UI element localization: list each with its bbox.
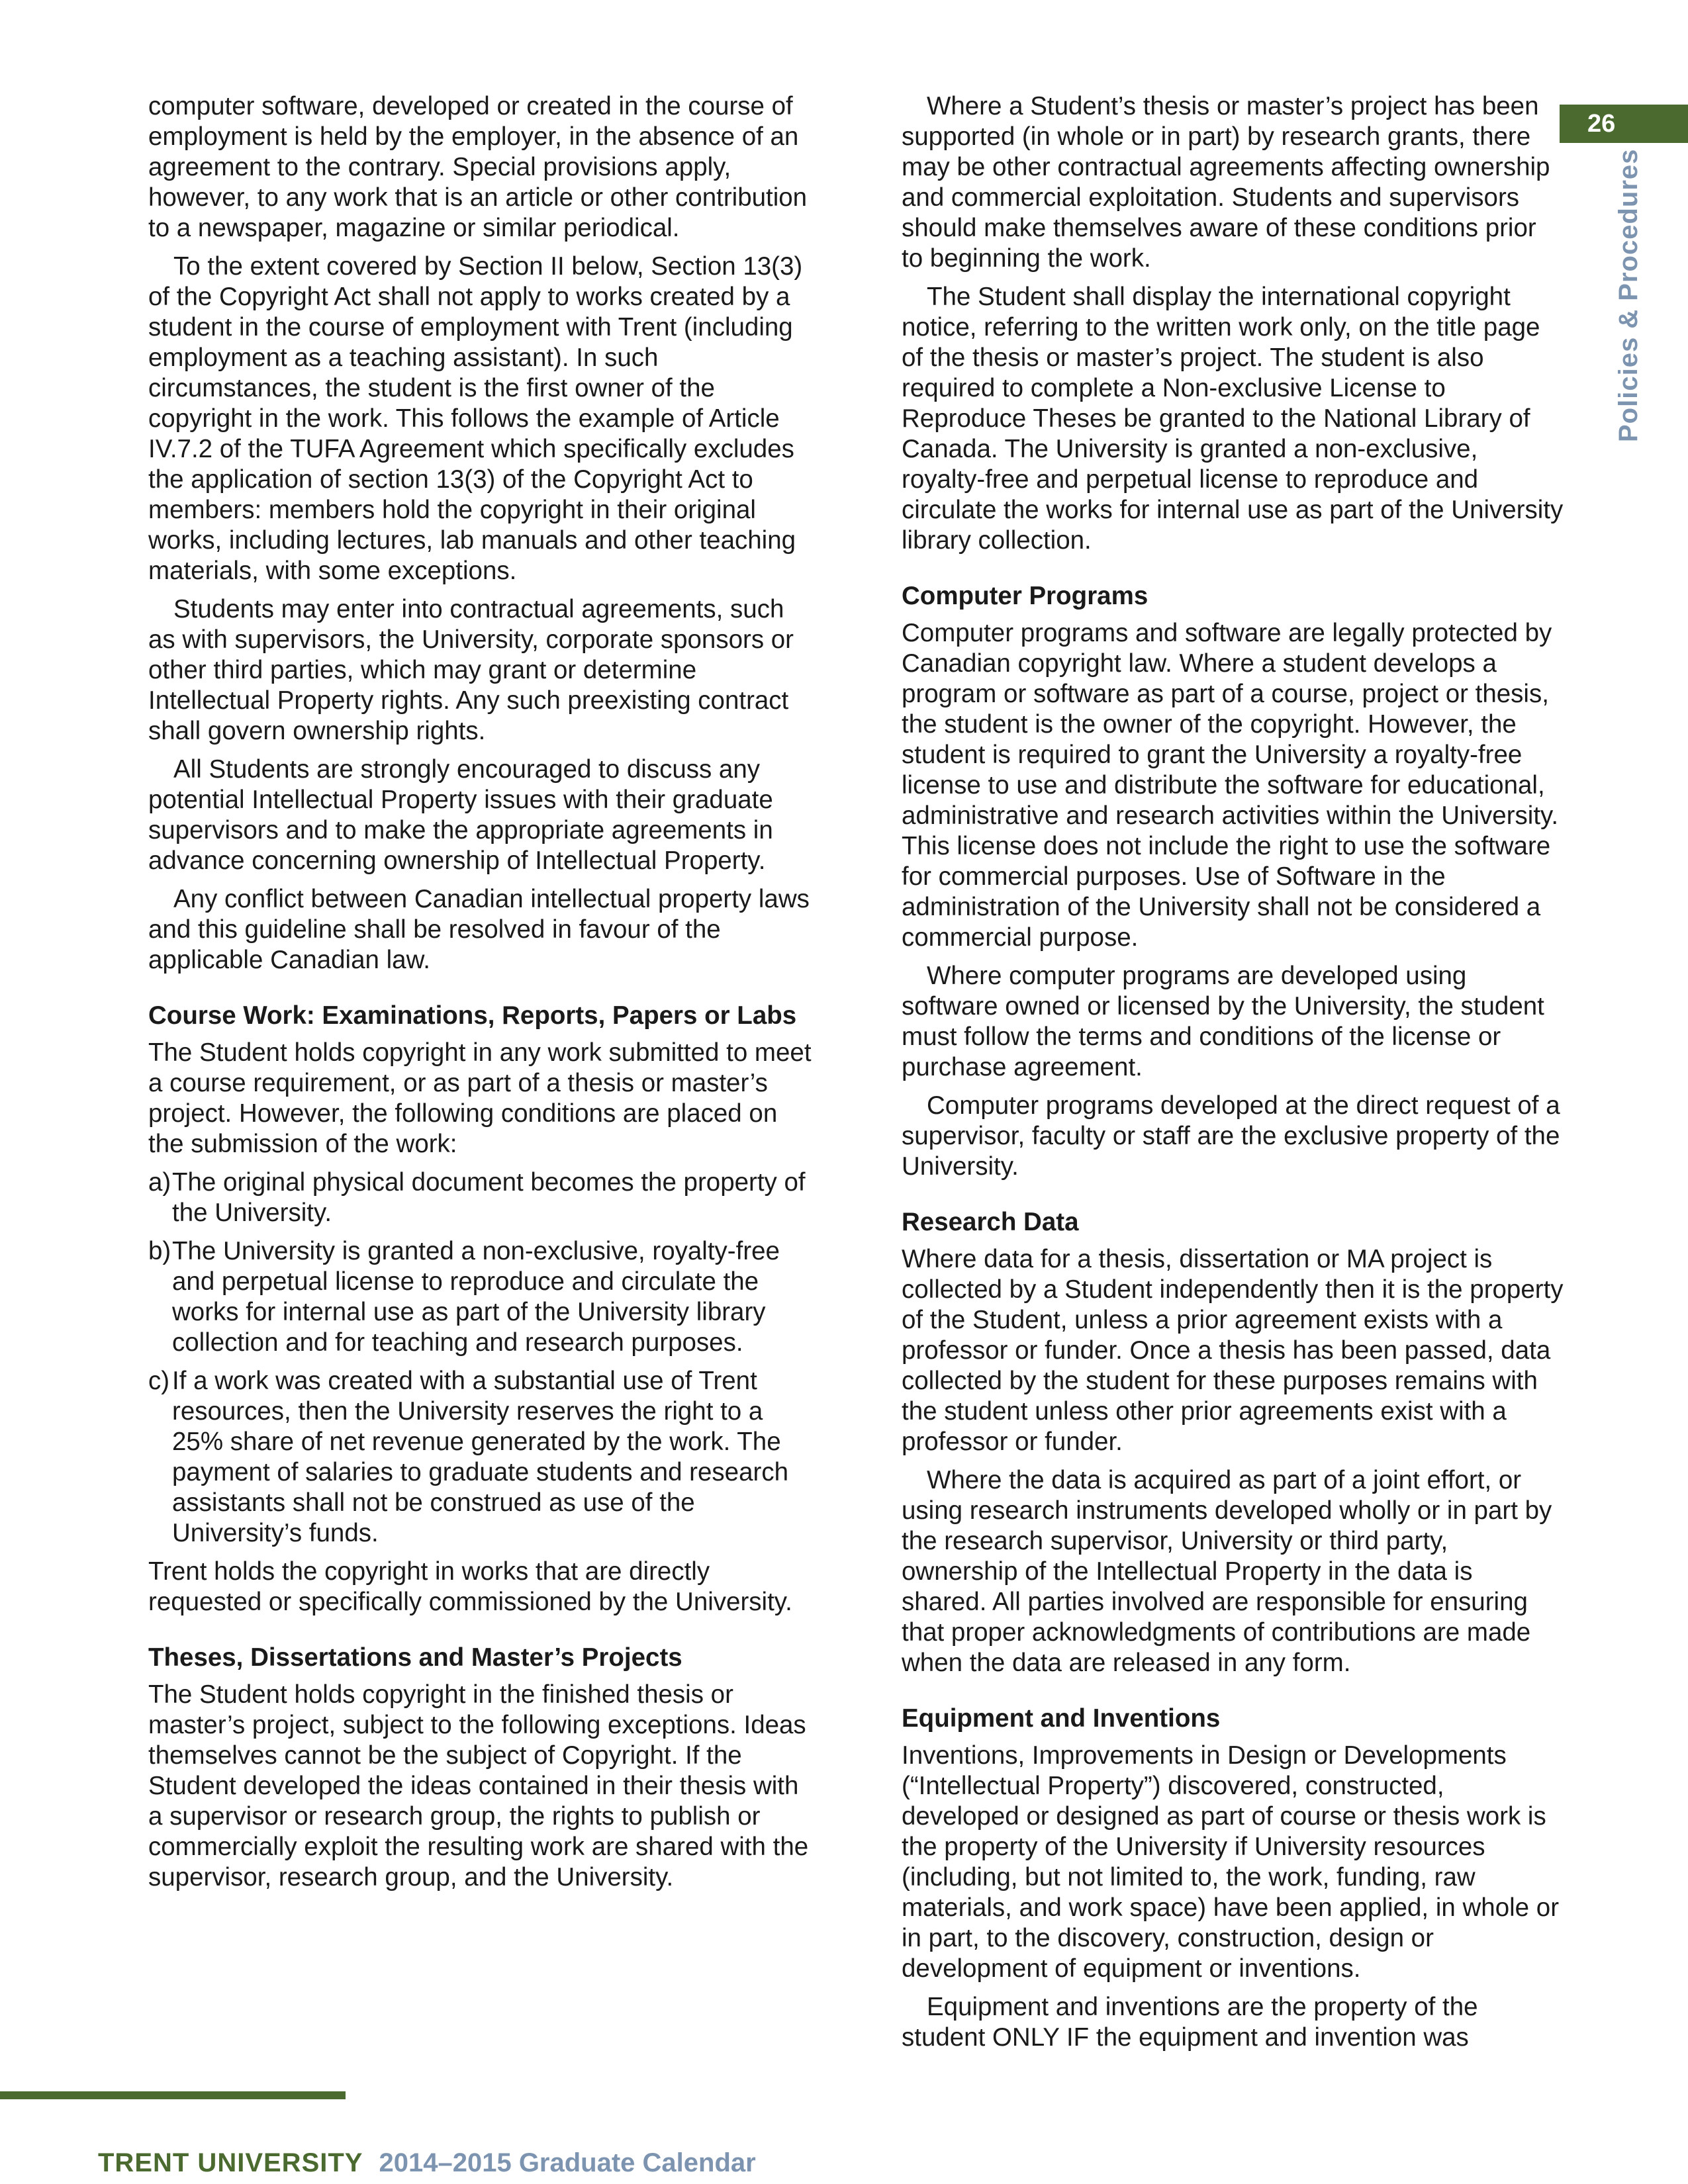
- list-item: [148, 1167, 817, 1228]
- list-item-text: The original physical document becomes the property of the University.: [172, 1168, 806, 1227]
- paragraph: Equipment and inventions are the property of the student ONLY IF the equipment and invention was: [902, 1993, 1478, 2052]
- section-heading-theses: Theses, Dissertations and Master’s Projects: [148, 1643, 682, 1672]
- list-item-text: If a work was created with a substantial use of Trent resources, then the University reserves the right to a 25% share of net revenue generated by the work. The payment of salaries to graduate students and research assistants shall not be construed as use of the University’s funds.: [172, 1367, 788, 1547]
- footer-rule: [0, 2091, 346, 2099]
- paragraph: Students may enter into contractual agreements, such as with supervisors, the University, corporate sponsors or other third parties, which may grant or determine Intellectual Property rights. Any such preexisting contract shall govern ownership rights.: [148, 595, 794, 745]
- paragraph: Where the data is acquired as part of a joint effort, or using research instruments developed wholly or in part by the research supervisor, University or third party, ownership of the Intellectual Property in the data is shared. All parties involved are responsible for ensuring that proper acknowledgments of contributions are made when the data are released in any form.: [902, 1466, 1552, 1677]
- paragraph: Where data for a thesis, dissertation or MA project is collected by a Student independently then it is the property of the Student, unless a prior agreement exists with a professor or funder. Once a thesis has been passed, data collected by the student for these purposes remains with the student unless other prior agreements exist with a professor or funder.: [902, 1245, 1564, 1456]
- section-heading-research-data: Research Data: [902, 1208, 1079, 1236]
- section-side-label: Policies & Procedures: [1614, 148, 1643, 442]
- footer-university: TRENT UNIVERSITY: [98, 2148, 363, 2177]
- paragraph: All Students are strongly encouraged to discuss any potential Intellectual Property issues with their graduate supervisors and to make the appropriate agreements in advance concerning ownership of Intellectual Property.: [148, 755, 773, 875]
- page-number-tab: 26: [1560, 105, 1688, 143]
- paragraph: Where computer programs are developed using software owned or licensed by the University, the student must follow the terms and conditions of the license or purchase agreement.: [902, 962, 1544, 1081]
- paragraph: computer software, developed or created in the course of employment is held by the employer, in the absence of an agreement to the contrary. Special provisions apply, however, to any work that is an article or other contribution to a newspaper, magazine or similar periodical.: [148, 92, 808, 242]
- paragraph: Computer programs and software are legally protected by Canadian copyright law. Where a student develops a program or software as part of a course, project or thesis, the student is the owner of the copyright. However, the student is required to grant the University a royalty-free license to use and distribute the software for educational, administrative and research activities within the University. This license does not include the right to use the software for commercial purposes. Use of Software in the administration of the University shall not be considered a commercial purpose.: [902, 619, 1559, 952]
- list-item-text: The University is granted a non-exclusive, royalty-free and perpetual license to reproduce and circulate the works for internal use as part of the University library collection and for teaching and research purposes.: [172, 1237, 780, 1357]
- paragraph: The Student holds copyright in any work submitted to meet a course requirement, or as part of a thesis or master’s project. However, the following conditions are placed on the submission of the work:: [148, 1038, 812, 1158]
- list-item: [148, 1366, 817, 1549]
- paragraph: The Student shall display the international copyright notice, referring to the written work only, on the title page of the thesis or master’s project. The student is also required to complete a Non-exclusive License to Reproduce Theses be granted to the National Library of Canada. The University is granted a non-exclusive, royalty-free and perpetual license to reproduce and circulate the works for internal use as part of the University library collection.: [902, 283, 1564, 555]
- paragraph: Where a Student’s thesis or master’s project has been supported (in whole or in part) by research grants, there may be other contractual agreements affecting ownership and commercial exploitation. Students and supervisors should make themselves aware of these conditions prior to beginning the work.: [902, 92, 1550, 273]
- right-column: [902, 91, 1564, 2061]
- paragraph: Trent holds the copyright in works that are directly requested or specifically commissioned by the University.: [148, 1557, 792, 1616]
- section-heading-equipment: Equipment and Inventions: [902, 1704, 1221, 1733]
- list-item: [148, 1236, 817, 1358]
- footer: [98, 2148, 756, 2178]
- paragraph: Inventions, Improvements in Design or Developments (“Intellectual Property”) discovered, constructed, developed or designed as part of course or thesis work is the property of the University if University resources (including, but not limited to, the work, funding, raw materials, and work space) have been applied, in whole or in part, to the discovery, construction, design or development of equipment or inventions.: [902, 1741, 1560, 1983]
- section-heading-computer-programs: Computer Programs: [902, 582, 1149, 610]
- paragraph: To the extent covered by Section II below, Section 13(3) of the Copyright Act shall not apply to works created by a student in the course of employment with Trent (including employment as a teaching assistant). In such circumstances, the student is the first owner of the copyright in the work. This follows the example of Article IV.7.2 of the TUFA Agreement which specifically excludes the application of section 13(3) of the Copyright Act to members: members hold the copyright in their original works, including lectures, lab manuals and other teaching materials, with some exceptions.: [148, 252, 803, 585]
- list-marker: a): [148, 1168, 171, 1197]
- list-marker: b): [148, 1237, 171, 1265]
- list-marker: c): [148, 1367, 170, 1395]
- paragraph: Any conflict between Canadian intellectual property laws and this guideline shall be resolved in favour of the applicable Canadian law.: [148, 885, 810, 974]
- paragraph: Computer programs developed at the direct request of a supervisor, faculty or staff are the exclusive property of the University.: [902, 1091, 1560, 1181]
- left-column: [148, 91, 817, 1901]
- paragraph: The Student holds copyright in the finished thesis or master’s project, subject to the following exceptions. Ideas themselves cannot be the subject of Copyright. If the Student developed the ideas contained in their thesis with a supervisor or research group, the rights to publish or commercially exploit the resulting work are shared with the supervisor, research group, and the University.: [148, 1680, 809, 1891]
- section-heading-course-work: Course Work: Examinations, Reports, Papers or Labs: [148, 1001, 797, 1030]
- footer-calendar: 2014–2015 Graduate Calendar: [379, 2148, 756, 2177]
